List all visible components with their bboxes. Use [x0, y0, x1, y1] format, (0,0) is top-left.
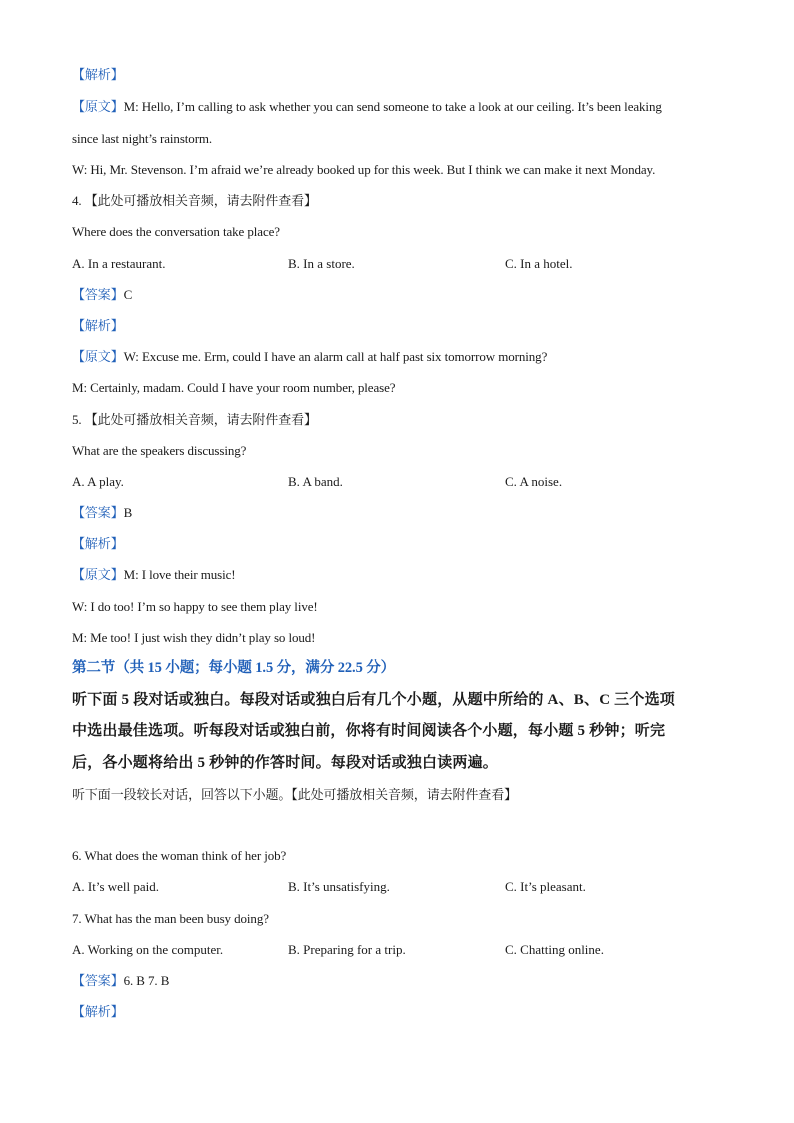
dialogue-line: W: Excuse me. Erm, could I have an alarm call at half past six tomorrow morning?: [123, 349, 548, 364]
option-a: A. A play.: [72, 474, 124, 489]
answer-line: [72, 286, 132, 304]
answer-line: [72, 972, 169, 990]
answer-label: 【答案】: [72, 505, 124, 520]
section-title: 第二节（共 15 小题；每小题 1.5 分，满分 22.5 分）: [72, 660, 396, 676]
original-text-line: [72, 348, 547, 366]
option-b: B. In a store.: [288, 256, 355, 271]
section-instructions: 中选出最佳选项。听每段对话或独白前，你将有时间阅读各个小题，每小题 5 秒钟；听完: [72, 723, 666, 739]
analysis-label: 【解析】: [72, 67, 124, 82]
original-label: 【原文】: [72, 349, 124, 364]
answer-line: [72, 504, 132, 522]
answer-value: B: [123, 505, 133, 520]
option-a: A. Working on the computer.: [72, 942, 224, 957]
analysis-label: 【解析】: [72, 1004, 124, 1019]
section-instructions: 听下面 5 段对话或独白。每段对话或独白后有几个小题，从题中所给的 A、B、C 三个选项: [72, 692, 675, 708]
listening-prompt: 听下面一段较长对话，回答以下小题。【此处可播放相关音频，请去附件查看】: [72, 787, 518, 802]
answer-value: C: [123, 287, 133, 302]
answer-value: 6. B 7. B: [123, 973, 170, 988]
dialogue-line: M: Certainly, madam. Could I have your room number, please?: [72, 380, 396, 395]
option-a: A. It’s well paid.: [72, 879, 160, 894]
dialogue-line: since last night’s rainstorm.: [72, 131, 213, 146]
option-b: B. It’s unsatisfying.: [288, 879, 390, 894]
question-stem: What are the speakers discussing?: [72, 443, 247, 458]
dialogue-line: M: I love their music!: [123, 567, 236, 582]
analysis-label: 【解析】: [72, 536, 124, 551]
original-text-line: [72, 98, 662, 116]
option-c: C. In a hotel.: [505, 256, 573, 271]
dialogue-line: M: Hello, I’m calling to ask whether you can send someone to take a look at our ceiling. It’s been leaking: [123, 99, 662, 114]
option-c: C. It’s pleasant.: [505, 879, 586, 894]
option-c: C. A noise.: [505, 474, 563, 489]
option-a: A. In a restaurant.: [72, 256, 166, 271]
option-b: B. A band.: [288, 474, 343, 489]
option-c: C. Chatting online.: [505, 942, 604, 957]
dialogue-line: W: Hi, Mr. Stevenson. I’m afraid we’re already booked up for this week. But I think we can make it next Monday.: [72, 162, 656, 177]
question-header: 5. 【此处可播放相关音频，请去附件查看】: [72, 412, 317, 427]
dialogue-line: W: I do too! I’m so happy to see them play live!: [72, 599, 318, 614]
answer-label: 【答案】: [72, 287, 124, 302]
question-stem: Where does the conversation take place?: [72, 224, 280, 239]
analysis-label: 【解析】: [72, 318, 124, 333]
question-stem: 7. What has the man been busy doing?: [72, 911, 269, 926]
original-label: 【原文】: [72, 99, 124, 114]
option-b: B. Preparing for a trip.: [288, 942, 406, 957]
question-stem: 6. What does the woman think of her job?: [72, 848, 287, 863]
section-instructions: 后，各小题将给出 5 秒钟的作答时间。每段对话或独白读两遍。: [72, 755, 499, 771]
original-label: 【原文】: [72, 567, 124, 582]
original-text-line: [72, 566, 236, 584]
answer-label: 【答案】: [72, 973, 124, 988]
question-header: 4. 【此处可播放相关音频，请去附件查看】: [72, 193, 317, 208]
dialogue-line: M: Me too! I just wish they didn’t play so loud!: [72, 630, 316, 645]
